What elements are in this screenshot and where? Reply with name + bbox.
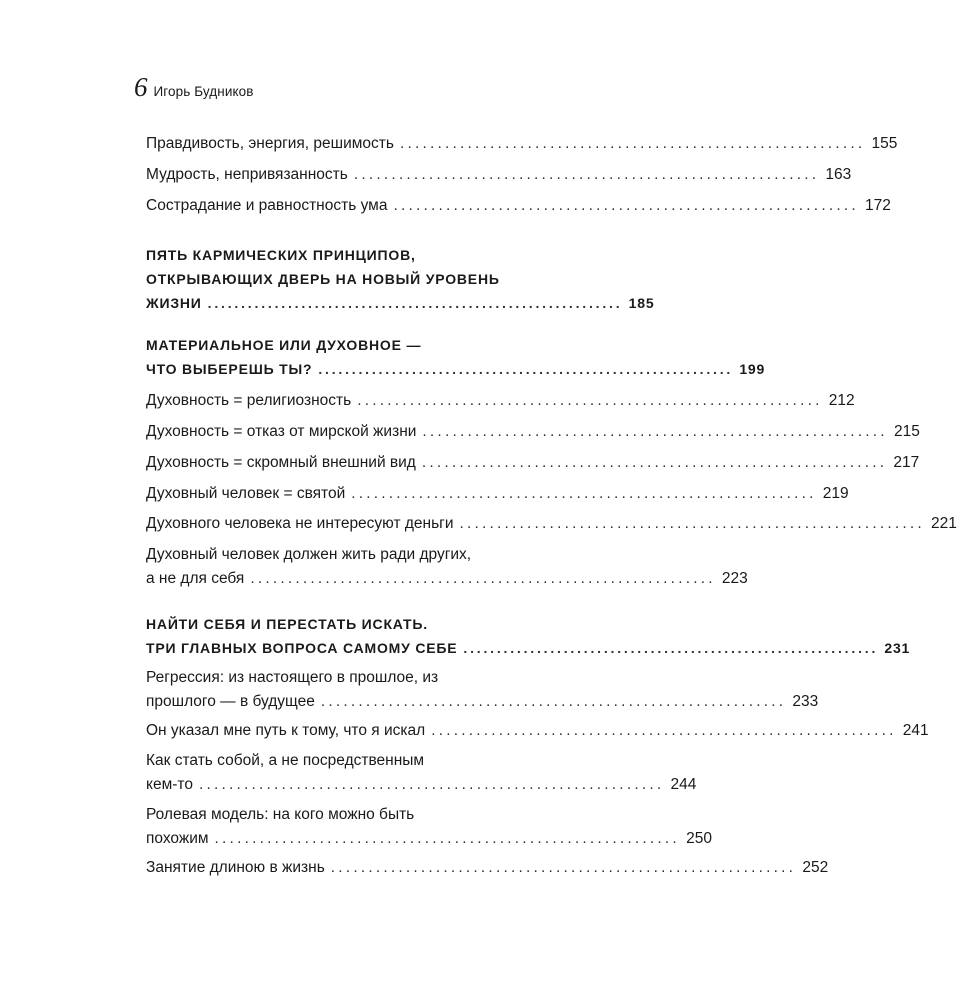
toc-entry-title-line: Регрессия: из настоящего в прошлое, из (146, 669, 439, 686)
toc-entry-title: Он указал мне путь к тому, что я искал (146, 722, 426, 739)
toc-entry-title: Духовность = религиозность (146, 392, 352, 409)
leader-dots: .............................................................. (353, 166, 820, 183)
running-header (134, 72, 254, 102)
toc-section (146, 243, 655, 315)
leader-dots: .............................................................. (431, 722, 897, 739)
toc-entry-page: 155 (871, 135, 898, 152)
toc-entry (146, 482, 849, 506)
leader-dots: .............................................................. (320, 693, 787, 710)
toc-entry-title-line: прошлого — в будущее (146, 693, 315, 710)
toc-section-page: 185 (628, 295, 655, 311)
toc-entry-title: Правдивость, энергия, решимость (146, 135, 394, 152)
toc-entry-title: Сострадание и равностность ума (146, 197, 388, 214)
toc-entry-page: 172 (864, 197, 891, 214)
toc-entry-page: 221 (931, 515, 957, 532)
toc-entry-page: 212 (828, 392, 855, 409)
toc-entry-page: 223 (721, 570, 748, 587)
toc-entry-page: 233 (792, 693, 819, 710)
toc-entry-page: 241 (902, 722, 929, 739)
toc-entry-page: 219 (822, 485, 849, 502)
leader-dots: .............................................................. (421, 454, 888, 471)
leader-dots: .............................................................. (399, 135, 866, 152)
leader-dots: .............................................................. (250, 570, 716, 587)
toc-entry-title: Мудрость, непривязанность (146, 166, 348, 183)
toc-entry-page: 163 (825, 166, 852, 183)
toc-section-title-line: ЧТО ВЫБЕРЕШЬ ТЫ? (146, 361, 313, 377)
toc-section (146, 612, 911, 660)
leader-dots: .............................................................. (357, 392, 823, 409)
toc-entry (146, 194, 891, 218)
leader-dots: .............................................................. (207, 295, 623, 311)
toc-entry (146, 512, 957, 536)
toc-section-title-line: МАТЕРИАЛЬНОЕ ИЛИ ДУХОВНОЕ — (146, 337, 422, 353)
toc-entry-page: 244 (670, 776, 697, 793)
toc-entry-title-line: кем-то (146, 776, 193, 793)
leader-dots: .............................................................. (422, 423, 888, 440)
toc-entry-title-line: похожим (146, 830, 209, 847)
toc-entry (146, 451, 920, 475)
toc-entry (146, 856, 829, 880)
leader-dots: .............................................................. (318, 361, 734, 377)
leader-dots: .............................................................. (351, 485, 817, 502)
toc-entry (146, 719, 929, 743)
toc-section-title-line: ПЯТЬ КАРМИЧЕСКИХ ПРИНЦИПОВ, (146, 247, 416, 263)
toc-entry-title: Занятие длиною в жизнь (146, 859, 325, 876)
toc-section-page: 199 (739, 361, 766, 377)
toc-entry-title-line: а не для себя (146, 570, 245, 587)
toc-section-title-line: ТРИ ГЛАВНЫХ ВОПРОСА САМОМУ СЕБЕ (146, 640, 458, 656)
toc-section-title-line: ОТКРЫВАЮЩИХ ДВЕРЬ НА НОВЫЙ УРОВЕНЬ (146, 271, 500, 287)
toc-entry-title-line: Как стать собой, а не посредственным (146, 752, 425, 769)
toc-entry (146, 749, 697, 797)
toc-entry-page: 217 (893, 454, 920, 471)
toc-entry-page: 252 (802, 859, 829, 876)
toc-section-title-line: ЖИЗНИ (146, 295, 202, 311)
leader-dots: .............................................................. (330, 859, 797, 876)
leader-dots: .............................................................. (459, 515, 925, 532)
toc-entry-title: Духовность = отказ от мирской жизни (146, 423, 417, 440)
leader-dots: .............................................................. (198, 776, 665, 793)
toc-section-page: 231 (884, 640, 911, 656)
toc-entry (146, 803, 712, 851)
page-number: 6 (134, 72, 148, 102)
toc-section-title-line: НАЙТИ СЕБЯ И ПЕРЕСТАТЬ ИСКАТЬ. (146, 616, 428, 632)
toc-entry-title-line: Духовный человек должен жить ради других, (146, 546, 472, 563)
toc-entry-title: Духовный человек = святой (146, 485, 346, 502)
author-name: Игорь Будников (153, 84, 254, 99)
toc-entry-title-line: Ролевая модель: на кого можно быть (146, 806, 415, 823)
leader-dots: .............................................................. (393, 197, 859, 214)
toc-entry (146, 132, 898, 156)
toc-entry (146, 163, 852, 187)
toc-entry (146, 666, 819, 714)
toc-entry (146, 543, 748, 591)
leader-dots: .............................................................. (463, 640, 879, 656)
toc-entry-title: Духовность = скромный внешний вид (146, 454, 416, 471)
leader-dots: .............................................................. (214, 830, 680, 847)
toc-entry-page: 250 (686, 830, 712, 847)
toc-entry-page: 215 (893, 423, 920, 440)
toc-entry (146, 420, 920, 444)
toc-entry (146, 389, 855, 413)
toc-section (146, 333, 766, 381)
toc-entry-title: Духовного человека не интересуют деньги (146, 515, 454, 532)
